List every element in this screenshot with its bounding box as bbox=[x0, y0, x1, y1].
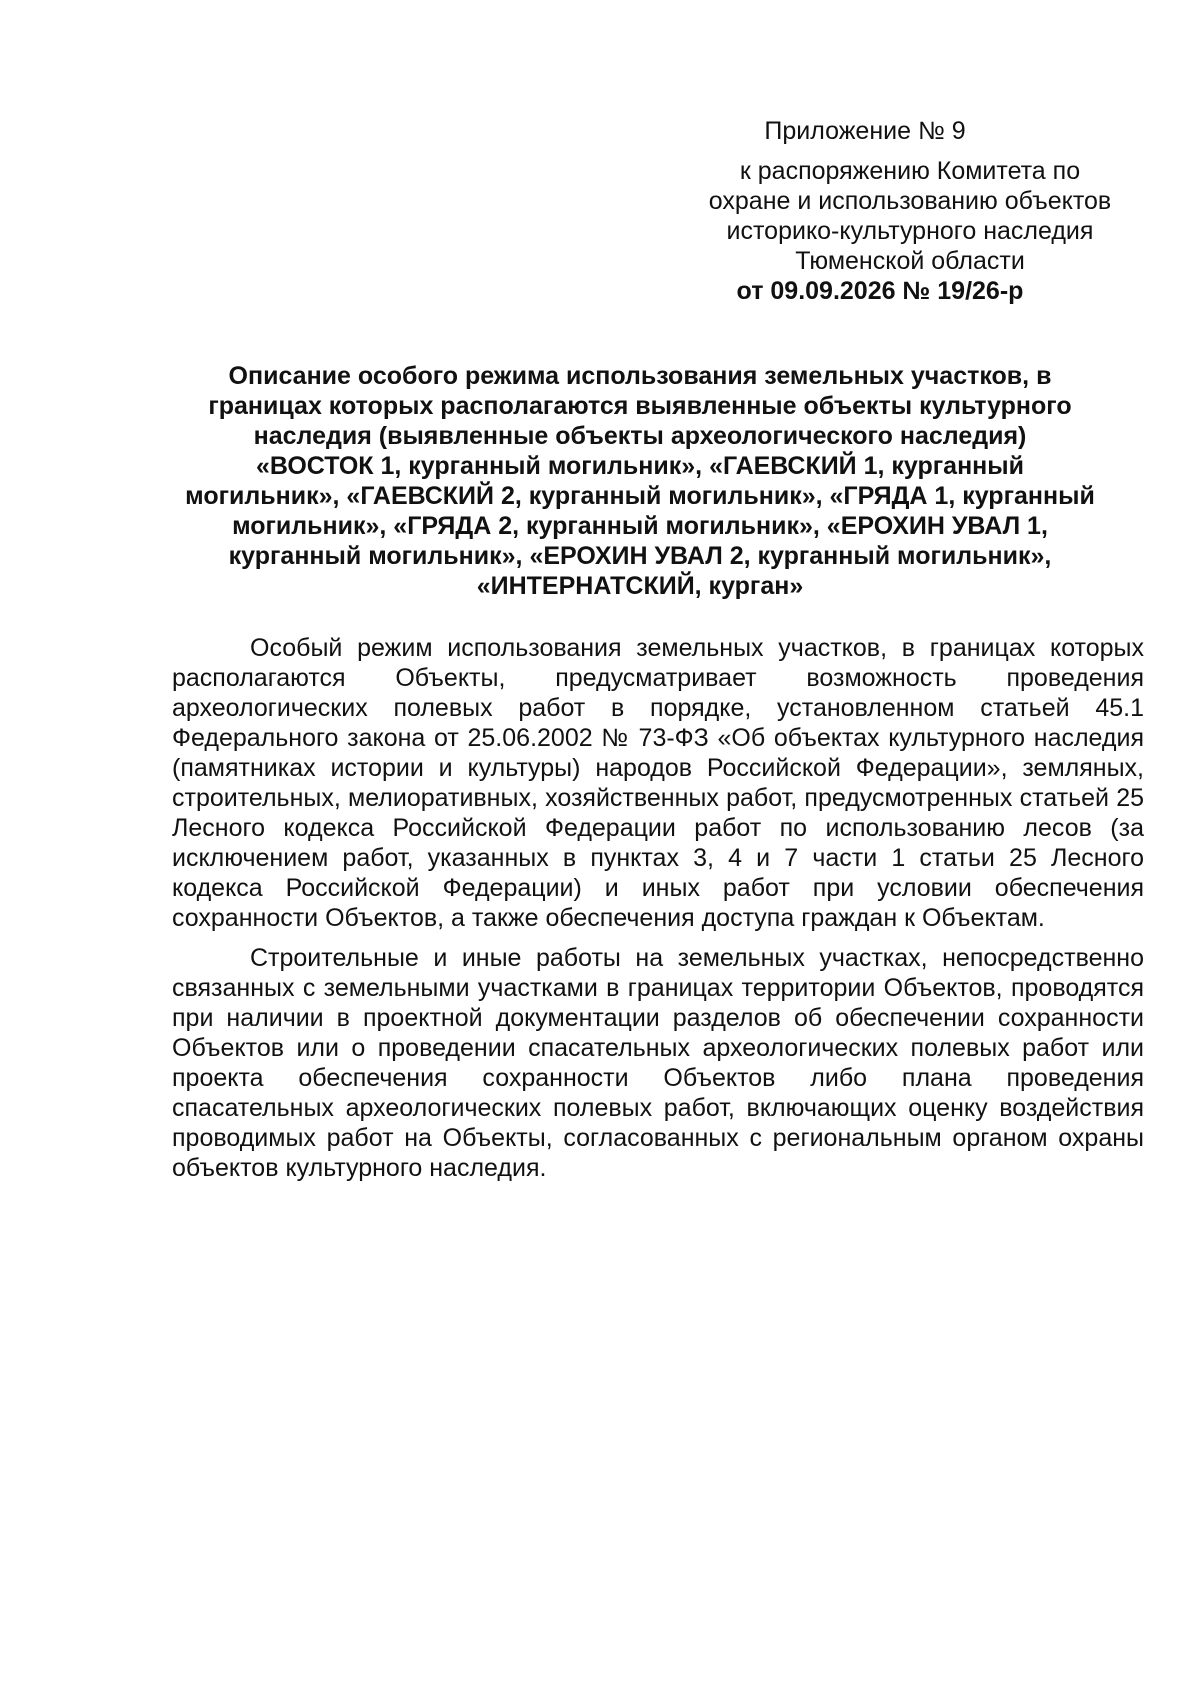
document-body bbox=[172, 633, 1144, 1193]
appendix-line: к распоряжению Комитета по bbox=[739, 157, 1081, 185]
document-title bbox=[150, 361, 1130, 601]
order-reference: от 09.09.2026 № 19/26-р bbox=[736, 277, 1024, 305]
appendix-line: Тюменской области bbox=[795, 247, 1025, 275]
appendix-line: охране и использованию объектов bbox=[708, 187, 1112, 215]
title-line: «ИНТЕРНАТСКИЙ, курган» bbox=[476, 572, 804, 600]
appendix-header bbox=[695, 116, 1125, 306]
appendix-number: Приложение № 9 bbox=[764, 117, 966, 145]
title-line: границах которых располагаются выявленные объекты культурного bbox=[208, 392, 1072, 420]
body-paragraph: Особый режим использования земельных участков, в границах которых располагаются Объекты, предусматривает возможность проведения археологических полевых работ в порядке, установленном статьей 45.1 Федерального закона от 25.06.2002 № 73-ФЗ «Об объектах культурного наследия (памятниках истории и культуры) народов Российской Федерации», земляных, строительных, мелиоративных, хозяйственных работ, предусмотренных статьей 25 Лесного кодекса Российской Федерации работ по использованию лесов (за исключением работ, указанных в пунктах 3, 4 и 7 части 1 статьи 25 Лесного кодекса Российской Федерации) и иных работ при условии обеспечения сохранности Объектов, а также обеспечения доступа граждан к Объектам. bbox=[172, 634, 1144, 932]
appendix-line: историко-культурного наследия bbox=[726, 217, 1094, 245]
title-line: Описание особого режима использования земельных участков, в bbox=[228, 362, 1052, 390]
title-line: «ВОСТОК 1, курганный могильник», «ГАЕВСКИЙ 1, курганный bbox=[255, 452, 1024, 480]
body-paragraph: Строительные и иные работы на земельных участках, непосредственно связанных с земельными участками в границах территории Объектов, проводятся при наличии в проектной документации разделов об обеспечении сохранности Объектов или о проведении спасательных археологических полевых работ или проекта обеспечения сохранности Объектов либо плана проведения спасательных археологических полевых работ, включающих оценку воздействия проводимых работ на Объекты, согласованных с региональным органом охраны объектов культурного наследия. bbox=[172, 944, 1144, 1182]
title-line: могильник», «ГАЕВСКИЙ 2, курганный могильник», «ГРЯДА 1, курганный bbox=[185, 482, 1095, 510]
title-line: могильник», «ГРЯДА 2, курганный могильник», «ЕРОХИН УВАЛ 1, bbox=[232, 512, 1048, 540]
title-line: наследия (выявленные объекты археологического наследия) bbox=[253, 422, 1027, 450]
title-line: курганный могильник», «ЕРОХИН УВАЛ 2, курганный могильник», bbox=[228, 542, 1052, 570]
